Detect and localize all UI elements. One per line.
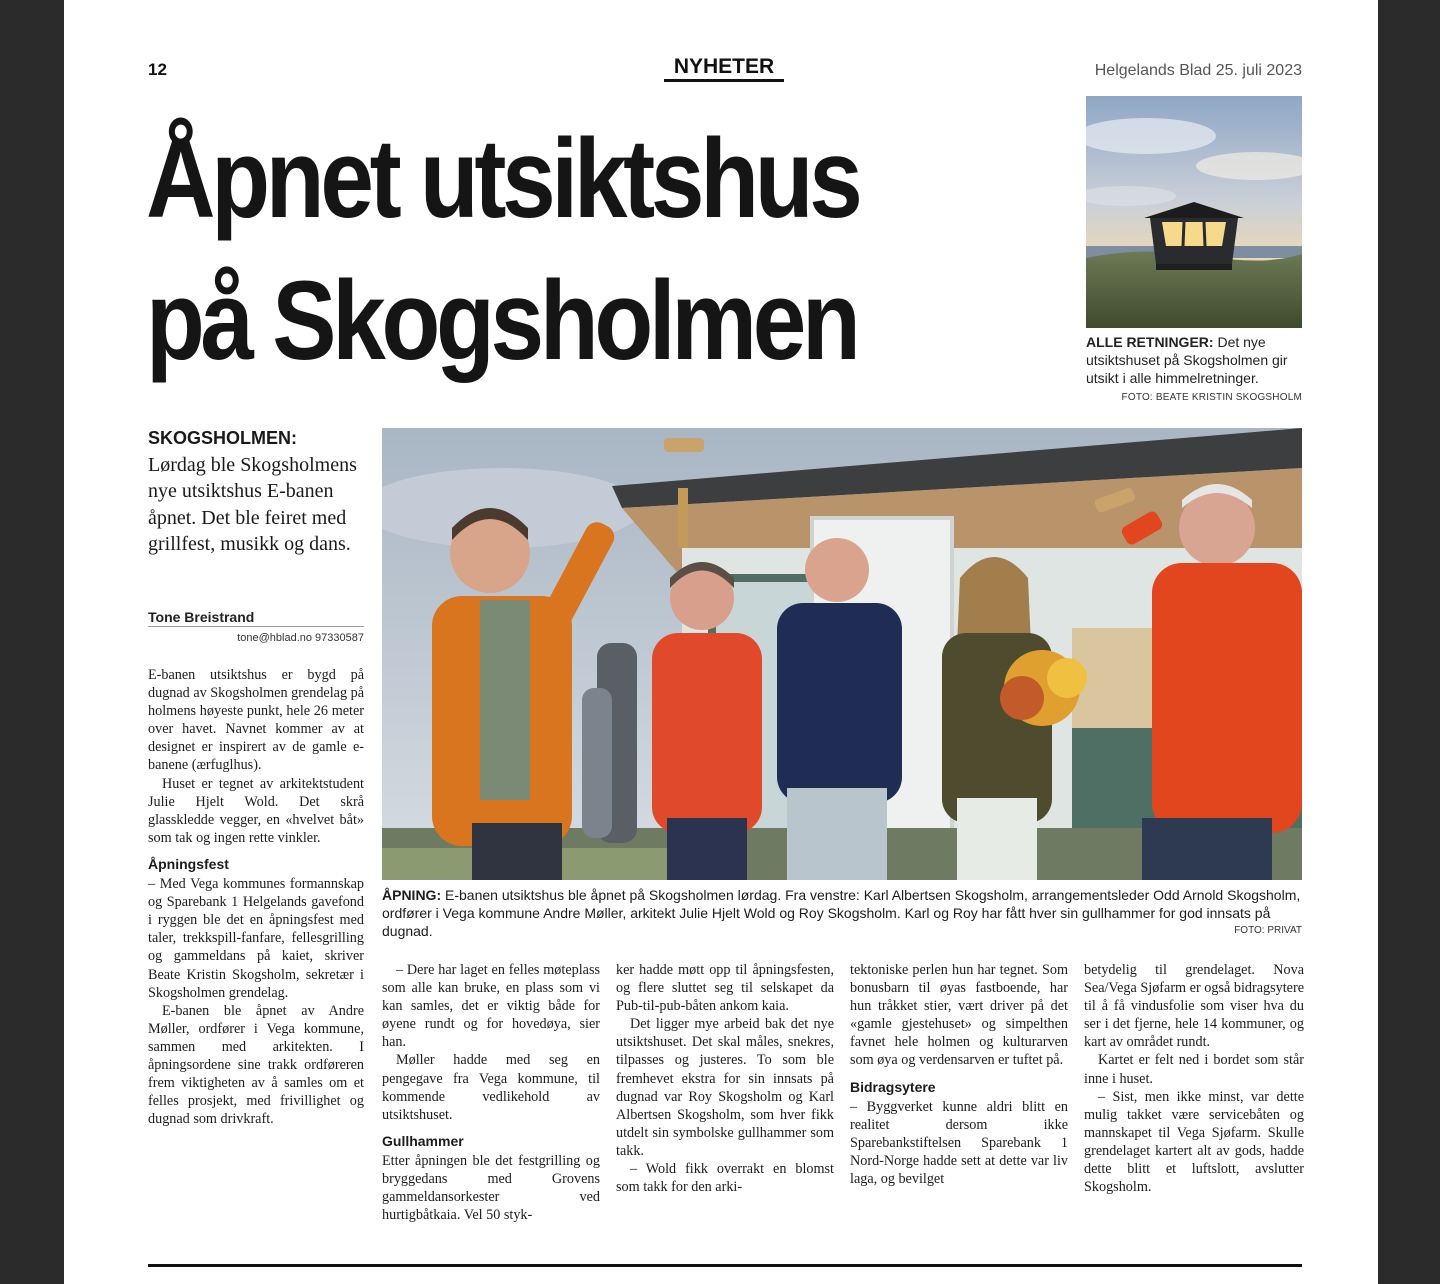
paragraph: – Wold fikk overrakt en blomst som takk for den arki- <box>616 1161 834 1196</box>
bottom-rule <box>148 1264 1302 1267</box>
subheading-contributors: Bidragsytere <box>850 1078 936 1095</box>
small-photo-caption <box>1086 333 1306 387</box>
paragraph: Kartet er felt ned i bordet som står inne i huset. <box>1084 1052 1304 1087</box>
small-photo-caption-label: ALLE RETNINGER: <box>1086 334 1214 350</box>
paragraph: Huset er tegnet av arkitektstudent Julie Hjelt Wold. Det skrå glasskledde vegger, en «hvelvet båt» som tak og ingen rette vinkler. <box>148 775 364 846</box>
lead-dateline: SKOGSHOLMEN: <box>148 428 298 448</box>
paragraph: betydelig til grendelaget. Nova Sea/Vega Sjøfarm er også bidragsytere til å få vindusfolie som viser hva du ser i det fjerne, hele 14 kommuner, og kart av området rundt. <box>1084 962 1304 1051</box>
headline-line-2: på Skogsholmen <box>146 258 857 383</box>
subheading-opening: Åpningsfest <box>148 855 229 872</box>
paragraph: – Sist, men ikke minst, var dette mulig takket være servicebåten og mannskapet til Vega Sjøfarm. Skulle grendelaget kartert alt av gods, hadde dette blitt et luftslott, avslutter Skogsholm. <box>1084 1088 1304 1196</box>
paragraph: – Byggverket kunne aldri blitt en realitet dersom ikke Sparebankstiftelsen Sparebank 1 Nord-Norge hadde sett at dette var liv laga, og bevilget <box>850 1098 1068 1188</box>
byline-author: Tone Breistrand <box>148 609 364 627</box>
paragraph: E-banen ble åpnet av Andre Møller, ordfører i Vega kommune, sammen med arkitekten. I åpningsordene sine trakk ordføreren frem viktigheten av å samles om et felles prosjekt, med frivillighet og dugnad som drivkraft. <box>148 1002 364 1128</box>
article-column-2 <box>382 961 600 1224</box>
headline-line-1: Åpnet utsiktshus <box>146 116 859 241</box>
opening-ceremony-illustration <box>382 428 1302 880</box>
subheading-gold-hammer: Gullhammer <box>382 1132 464 1149</box>
lead-paragraph <box>148 425 358 558</box>
article-column-5 <box>1084 961 1304 1196</box>
small-photo-credit: FOTO: BEATE KRISTIN SKOGSHOLM <box>1121 392 1302 403</box>
lookout-house-photo <box>1086 96 1302 328</box>
article-column-1 <box>148 666 364 1128</box>
main-photo-credit: FOTO: PRIVAT <box>1234 925 1302 936</box>
paragraph: – Med Vega kommunes formannskap og Sparebank 1 Helgelands gavefond i ryggen ble det en åpningsfest med taler, trekkspill-fanfare, fellesgrilling og gammeldans på kaiet, skriver Beate Kristin Skogsholm, sekretær i Skogsholmen grendelag. <box>148 876 364 1001</box>
section-label: NYHETER <box>664 55 784 82</box>
lead-text: Lørdag ble Skogsholmens nye utsiktshus E-banen åpnet. Det ble feiret med grillfest, musikk og dans. <box>148 453 357 555</box>
byline-contact: tone@hblad.no 97330587 <box>237 632 364 644</box>
opening-ceremony-photo <box>382 428 1302 880</box>
small-photo-caption-text: Det nye utsiktshuset på Skogsholmen gir utsikt i alle himmelretninger. <box>1086 334 1288 386</box>
paragraph: Det ligger mye arbeid bak det nye utsiktshuset. Det skal måles, snekres, tilpasses og justeres. To som ble fremhevet ekstra for sin innsats på dugnad var Roy Skogsholm og Karl Albertsen Skogsholm, som hver fikk utdelt sin symbolske gullhammer som takk. <box>616 1016 834 1159</box>
main-photo-caption-label: ÅPNING: <box>382 887 442 903</box>
paragraph: – Dere har laget en felles møteplass som alle kan bruke, en plass som vi kan samles, det er viktig både for øyene rundt og for hovedøya, sier han. <box>382 962 600 1051</box>
page-number: 12 <box>148 60 167 79</box>
lookout-house-illustration <box>1086 96 1302 328</box>
paragraph: E-banen utsiktshus er bygd på dugnad av Skogsholmen grendelag på holmens høyeste punkt, hele 26 meter over havet. Navnet kommer av at designet er inspirert av de gamle e-banene (ærfuglhus). <box>148 667 364 774</box>
main-photo-caption <box>382 886 1302 940</box>
article-column-3 <box>616 961 834 1196</box>
newspaper-page <box>64 0 1378 1284</box>
publication-date: Helgelands Blad 25. juli 2023 <box>1094 62 1302 79</box>
paragraph: tektoniske perlen hun har tegnet. Som bonusbarn til øyas fastboende, har hun tråkket stier, vært driver på det «gamle gjestehuset» og simpelthen favnet hele holmen og kulturarven som øya og verdensarven er tuftet på. <box>850 962 1068 1069</box>
article-column-4 <box>850 961 1068 1188</box>
paragraph: ker hadde møtt opp til åpningsfesten, og flere sluttet seg til selskapet da Pub-til-pub-båten ankom kaia. <box>616 962 834 1015</box>
paragraph: Møller hadde med seg en pengegave fra Vega kommune, til kommende vedlikehold av utsiktshuset. <box>382 1052 600 1123</box>
main-photo-caption-text: E-banen utsiktshus ble åpnet på Skogsholmen lørdag. Fra venstre: Karl Albertsen Skogsholm, arrangementsleder Odd Arnold Skogsholm, ordfører i Vega kommune Andre Møller, arkitekt Julie Hjelt Wold og Roy Skogsholm. Karl og Roy har fått hver sin gullhammer for god innsats på dugnad. <box>382 887 1301 939</box>
paragraph: Etter åpningen ble det festgrilling og bryggedans med Grovens gammeldansorkester ved hurtigbåtkaia. Vel 50 styk- <box>382 1152 600 1224</box>
headline <box>146 108 963 392</box>
